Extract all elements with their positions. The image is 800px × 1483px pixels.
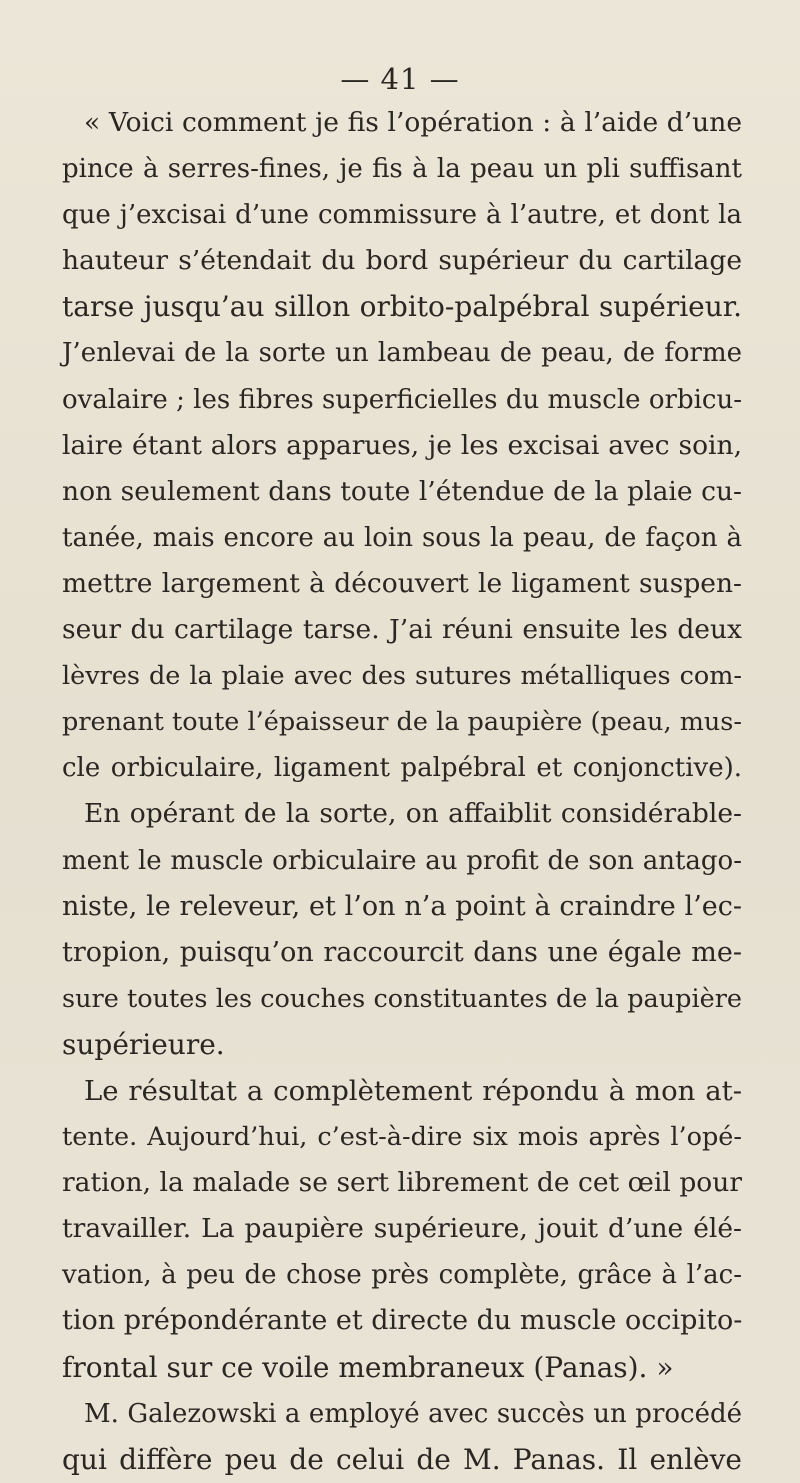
text-line: ovalaire ; les fibres superficielles du muscle orbicu- xyxy=(62,384,742,415)
text-line: Le résultat a complètement répondu à mon at- xyxy=(84,1074,742,1107)
text-line: tarse jusqu’au sillon orbito-palpébral supérieur. xyxy=(62,290,742,324)
text-line: sure toutes les couches constituantes de la paupière xyxy=(62,983,742,1014)
text-line: niste, le releveur, et l’on n’a point à craindre l’ec- xyxy=(62,890,742,922)
text-line: tion prépondérante et directe du muscle occipito- xyxy=(62,1305,743,1337)
text-line: qui diffère peu de celui de M. Panas. Il enlève xyxy=(62,1442,742,1476)
text-line: laire étant alors apparues, je les excisai avec soin, xyxy=(62,429,742,461)
text-line: seur du cartilage tarse. J’ai réuni ensuite les deux xyxy=(62,614,742,646)
text-line: prenant toute l’épaisseur de la paupière (peau, mus- xyxy=(62,707,742,738)
page-number: — 41 — xyxy=(340,62,460,96)
text-line: hauteur s’étendait du bord supérieur du cartilage xyxy=(62,245,742,277)
text-line: ration, la malade se sert librement de cet œil pour xyxy=(62,1167,742,1199)
text-line: lèvres de la plaie avec des sutures métalliques com- xyxy=(62,661,742,692)
text-line: cle orbiculaire, ligament palpébral et conjonctive). xyxy=(62,753,742,784)
text-line: travailler. La paupière supérieure, jouit d’une élé- xyxy=(62,1213,742,1245)
text-line: pince à serres-fines, je fis à la peau un pli suffisant xyxy=(62,154,742,185)
body-text xyxy=(62,100,742,1483)
text-line: tropion, puisqu’on raccourcit dans une égale me- xyxy=(62,936,742,968)
text-line: « Voici comment je fis l’opération : à l’aide d’une xyxy=(84,107,742,138)
text-line: M. Galezowski a employé avec succès un procédé xyxy=(84,1398,742,1429)
text-line: J’enlevai de la sorte un lambeau de peau, de forme xyxy=(62,338,742,369)
text-line: tanée, mais encore au loin sous la peau, de façon à xyxy=(62,522,742,553)
text-line: En opérant de la sorte, on affaiblit considérable- xyxy=(84,798,742,830)
text-line: mettre largement à découvert le ligament suspen- xyxy=(62,567,742,599)
text-line: tente. Aujourd’hui, c’est-à-dire six mois après l’opé- xyxy=(62,1122,742,1153)
text-line: non seulement dans toute l’étendue de la plaie cu- xyxy=(62,475,742,507)
text-line: que j’excisai d’une commissure à l’autre, et dont la xyxy=(62,200,742,231)
text-line: vation, à peu de chose près complète, grâce à l’ac- xyxy=(62,1260,742,1291)
text-line: supérieure. xyxy=(62,1027,225,1061)
text-line: frontal sur ce voile membraneux (Panas). » xyxy=(62,1350,674,1384)
text-line: ment le muscle orbiculaire au profit de son antago- xyxy=(62,845,742,876)
